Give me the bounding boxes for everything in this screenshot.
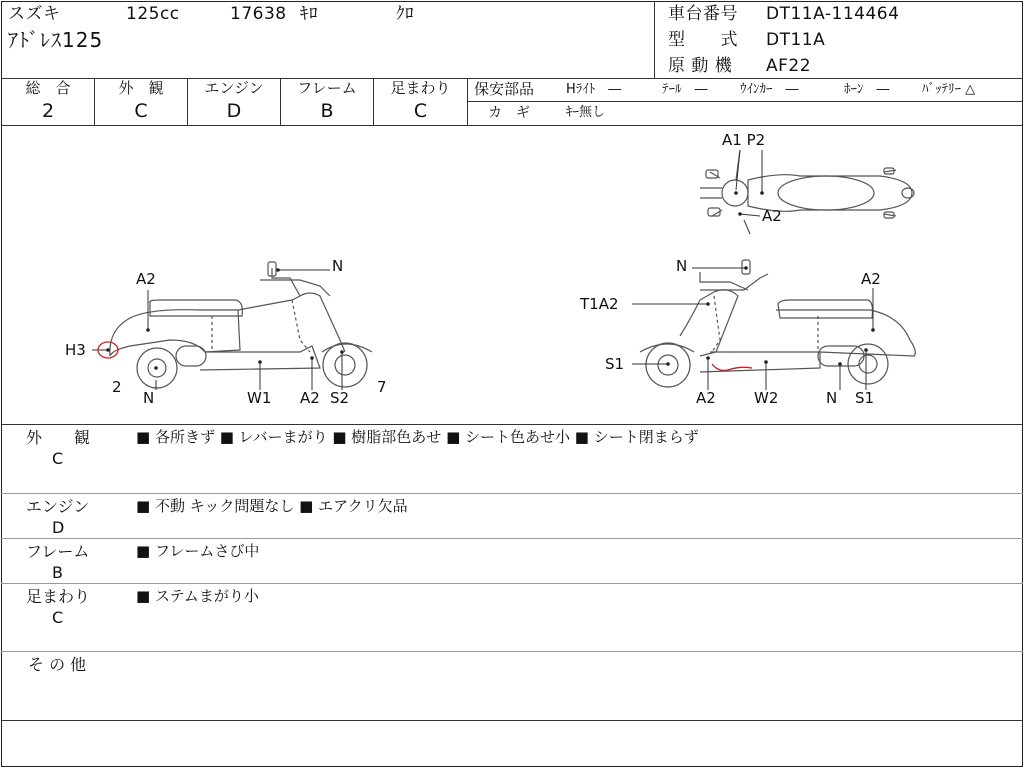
overall-grade: 2 xyxy=(41,100,55,122)
model-name: ｱﾄﾞﾚｽ125 xyxy=(8,28,104,52)
displacement: 125cc xyxy=(126,4,180,24)
section-other-label: そ の 他 xyxy=(28,655,87,674)
key-value: ｷｰ無し xyxy=(566,105,606,120)
divider-frame xyxy=(1,583,1023,584)
section-exterior-grade: C xyxy=(52,449,64,468)
damage-scratch-right xyxy=(712,364,752,370)
key-label: カ ギ xyxy=(488,105,530,121)
label-right-n2: N xyxy=(826,389,838,407)
suspension-grade: C xyxy=(413,100,428,122)
label-left-h3: H3 xyxy=(65,341,86,359)
safety-horn: ﾎｰﾝ ― xyxy=(844,82,890,97)
engine-grade: D xyxy=(226,100,242,122)
engine-model-label: 原 動 機 xyxy=(668,56,733,76)
section-suspension-grade: C xyxy=(52,608,64,627)
safety-tail: ﾃｰﾙ ― xyxy=(662,82,708,97)
label-left-a2b: A2 xyxy=(300,389,320,407)
label-left-s2: S2 xyxy=(330,389,350,407)
label-right-a2: A2 xyxy=(861,270,881,288)
type-label: 型 式 xyxy=(668,30,738,50)
overall-label: 総 合 xyxy=(25,79,71,97)
section-engine-notes: ■ 不動 キック問題なし ■ エアクリ欠品 xyxy=(136,497,408,515)
label-top-a2: A2 xyxy=(762,207,782,225)
frame-no: DT11A-114464 xyxy=(766,4,900,24)
section-frame-grade: B xyxy=(52,563,63,582)
suspension-label: 足まわり xyxy=(390,79,451,97)
exterior-label: 外 観 xyxy=(118,79,164,97)
label-left-n2: N xyxy=(143,389,155,407)
safety-battery: ﾊﾞｯﾃﾘｰ △ xyxy=(922,82,976,97)
label-right-s1b: S1 xyxy=(855,389,875,407)
mileage: 17638 xyxy=(230,4,287,24)
section-suspension-notes: ■ ステムまがり小 xyxy=(136,587,259,605)
label-left-w1: W1 xyxy=(247,389,272,407)
divider-other xyxy=(1,720,1023,721)
label-right-w2: W2 xyxy=(754,389,779,407)
safety-label: 保安部品 xyxy=(474,80,535,98)
section-exterior-notes: ■ 各所きず ■ レバーまがり ■ 樹脂部色あせ ■ シート色あせ小 ■ シート閉まらず xyxy=(136,428,699,446)
frame-no-label: 車台番号 xyxy=(668,4,738,24)
maker: スズキ xyxy=(8,4,61,24)
divider-suspension xyxy=(1,651,1023,652)
divider-exterior xyxy=(1,493,1023,494)
label-right-a2b: A2 xyxy=(696,389,716,407)
frame-label: フレーム xyxy=(297,79,357,97)
mileage-unit: ｷﾛ xyxy=(300,4,318,24)
engine-label: エンジン xyxy=(204,79,264,97)
divider-engine xyxy=(1,538,1023,539)
label-left-n: N xyxy=(332,257,344,275)
section-frame-label: フレーム xyxy=(26,542,90,561)
safety-winker: ｳｲﾝｶｰ ― xyxy=(740,82,799,97)
exterior-grade: C xyxy=(134,100,148,122)
engine-model-value: AF22 xyxy=(766,56,812,76)
label-right-n: N xyxy=(676,257,688,275)
section-exterior-label: 外 観 xyxy=(26,428,91,447)
safety-headlight: Hﾗｲﾄ ― xyxy=(566,82,622,97)
label-right-t1a2: T1A2 xyxy=(580,295,619,313)
frame-grade: B xyxy=(320,100,334,122)
label-left-a2: A2 xyxy=(136,270,156,288)
top-view-scooter xyxy=(700,150,914,234)
label-left-2: 2 xyxy=(112,378,122,396)
label-right-s1: S1 xyxy=(605,355,625,373)
type-value: DT11A xyxy=(766,30,826,50)
section-engine-grade: D xyxy=(52,518,65,537)
section-suspension-label: 足まわり xyxy=(26,587,91,606)
section-frame-notes: ■ フレームさび中 xyxy=(136,542,260,560)
label-a1p2: A1 P2 xyxy=(722,131,766,149)
label-left-7: 7 xyxy=(377,378,387,396)
section-engine-label: エンジン xyxy=(26,497,90,516)
color: ｸﾛ xyxy=(396,4,414,24)
